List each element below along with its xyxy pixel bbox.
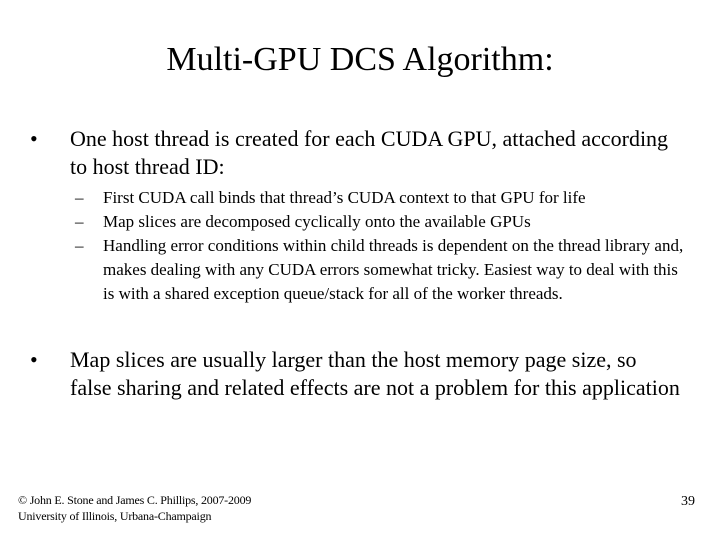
bullet-item-2 [30, 346, 680, 402]
sub-bullet-list [75, 186, 685, 306]
sub-bullet-text: First CUDA call binds that thread’s CUDA context to that GPU for life [103, 188, 586, 207]
slide-title: Multi-GPU DCS Algorithm: [166, 41, 554, 78]
footer-copyright-line: © John E. Stone and James C. Phillips, 2007-2009 [18, 493, 252, 507]
page-number: 39 [681, 494, 695, 509]
sub-bullet-marker: – [75, 188, 84, 207]
footer-copyright [18, 492, 251, 524]
sub-bullet-marker: – [75, 212, 84, 231]
bullet-marker: • [30, 126, 38, 151]
bullet-text: One host thread is created for each CUDA GPU, attached according to host thread ID: [70, 126, 669, 179]
sub-bullet-text: Map slices are decomposed cyclically onto the available GPUs [103, 212, 531, 231]
bullet-text: Map slices are usually larger than the host memory page size, so false sharing and related effects are not a problem for this application [70, 347, 680, 400]
sub-bullet-item-3 [75, 234, 685, 306]
footer-institution-line: University of Illinois, Urbana-Champaign [18, 509, 212, 523]
sub-bullet-text: Handling error conditions within child threads is dependent on the thread library and, makes dealing with any CUDA errors somewhat tricky. Easiest way to deal with this is with a shared exception queue/stack for all of the worker threads. [103, 236, 684, 303]
bullet-marker: • [30, 347, 38, 372]
sub-bullet-item-2 [75, 210, 685, 234]
sub-bullet-marker: – [75, 236, 84, 255]
sub-bullet-item-1 [75, 186, 685, 210]
bullet-item-1 [30, 125, 680, 181]
